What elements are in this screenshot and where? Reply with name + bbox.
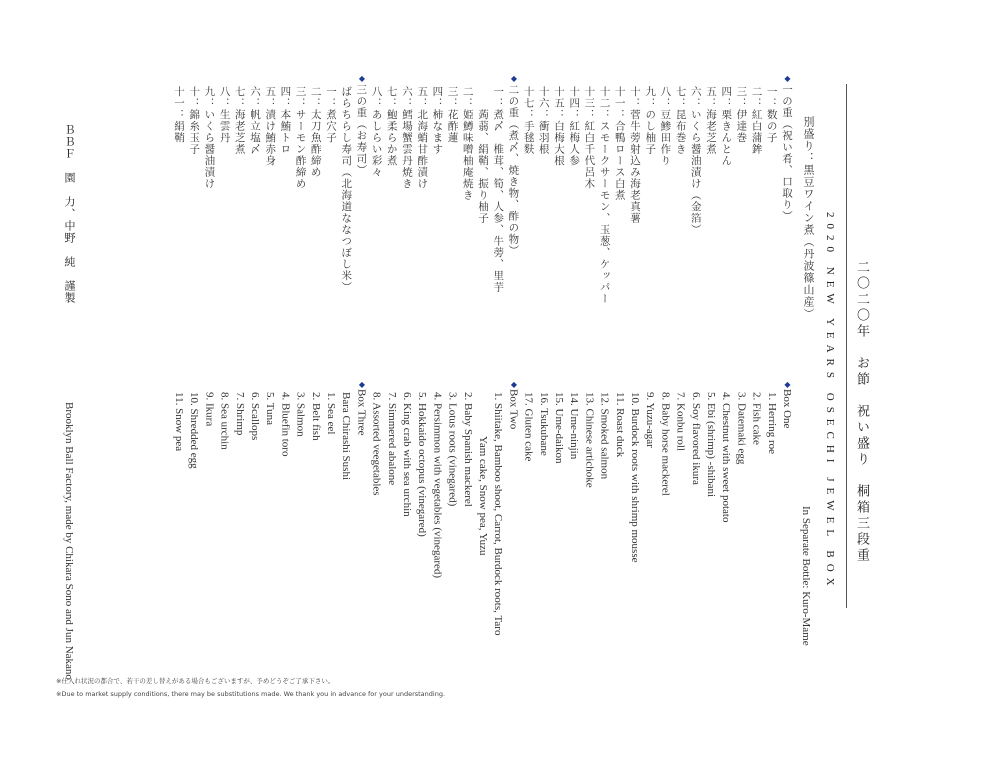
list-item: 一：煮〆 椎茸、筍、人参、牛蒡、里芋 (492, 86, 505, 293)
list-item: 六：鱈場蟹雲丹焼き (401, 86, 413, 190)
list-item: 11. Roast duck (613, 392, 626, 458)
list-item: 1. Shiitake, Bamboo shoot, Carrot, Burdock roots, Taro (492, 392, 505, 636)
diamond-icon: ◆ (357, 74, 367, 84)
list-item: 12. Smoked salmon (598, 392, 611, 480)
list-item: 十六：衝羽根 (537, 86, 550, 155)
notice-en: ※Due to market supply conditions, there may be substitutions made. We thank you in advance for your understanding. (56, 690, 446, 698)
list-item: 十三：紅白千代呂木 (583, 86, 596, 190)
box-two-heading-jp (506, 74, 520, 257)
list-item: 9. Ikura (203, 392, 216, 427)
heading-text: 一の重（祝い肴、口取り） (781, 84, 793, 222)
separate-item-en: In Separate Bottle: Kuro-Mame (800, 506, 812, 646)
list-item: 八：あしらい彩々 (370, 86, 383, 178)
maker-credit-jp: ＢＢＦ 園 力、中野 純 謹製 (63, 124, 76, 304)
list-item: 十四：紅梅人参 (568, 86, 581, 167)
list-item: 2. Belt fish (309, 392, 322, 441)
box-two-heading-en (506, 380, 520, 429)
list-item: 五：北海蛸甘酢漬け (416, 86, 429, 190)
page-title-jp: 二〇二〇年 お節 祝い盛り 桐箱三段重 (854, 260, 869, 564)
list-item: 六：帆立塩〆 (249, 86, 261, 155)
list-item: 4. Chestnut with sweet potato (720, 392, 733, 523)
list-item: 5. Ebi (shrimp) -shibani (705, 392, 717, 498)
list-item: 六：いくら醤油漬け（金箔） (689, 86, 702, 236)
list-item: 四：栗きんとん (720, 86, 733, 167)
list-item: 11. Snow pea (173, 392, 185, 452)
list-item: 三：伊達巻 (735, 86, 748, 144)
heading-text: Box One (781, 389, 793, 429)
list-item: 5. Hokkaido octopus (vinegared) (416, 392, 429, 537)
list-item: 四：柿なます (431, 86, 444, 155)
list-item: 16. Tsukubane (537, 392, 550, 456)
list-item: 八：生雲丹 (218, 86, 231, 144)
diamond-icon: ◆ (783, 74, 792, 84)
list-item: 6. King crab with sea urchin (401, 392, 413, 517)
box-three-heading-en (354, 380, 368, 436)
list-item: 五：海老芝煮 (705, 86, 717, 155)
list-item: 十二：スモークサーモン、玉葱、ケッパー (598, 86, 611, 305)
sushi-title-jp: ばらちらし寿司（北海道ななつぼし米） (340, 86, 353, 293)
list-item: 十：菅牛蒡射込み海老真薯 (629, 86, 641, 224)
heading-text: 二の重（煮〆、焼き物、酢の物） (507, 84, 520, 257)
list-item: 4. Persimmon with vegetables (vinegared) (431, 392, 444, 579)
list-item: 十七：手毬麩 (522, 86, 535, 155)
divider-line (846, 84, 847, 608)
list-item: 6. Scallops (249, 392, 261, 441)
list-item: 8. Assorted veegetables (370, 392, 383, 496)
list-item: 十一：絹鞘 (173, 86, 185, 144)
list-item: 二：紅白蒲鉾 (750, 86, 763, 155)
sushi-title-en: Bara Chirashi Sushi (340, 392, 353, 480)
list-item: 十五：白梅大根 (553, 86, 565, 167)
heading-text: Box Two (507, 389, 520, 430)
list-item: 2. Baby Spanish mackerel (461, 392, 474, 507)
list-item: 三：サーモン酢締め (294, 86, 307, 190)
list-item: 蒟蒻、絹鞘、振り柚子 (477, 86, 489, 224)
list-item: 一：煮穴子 (325, 86, 337, 144)
list-item: 9. Yuzu-agar (644, 392, 657, 448)
list-item: 十：錦糸玉子 (188, 86, 201, 155)
list-item: 2. Fish cake (750, 392, 763, 445)
list-item: 1. Herring roe (765, 392, 778, 455)
page-title-en: 2020 NEW YEARS OSECHI JEWEL BOX (824, 212, 836, 592)
list-item: 7. Konbu roll (674, 392, 687, 451)
diamond-icon: ◆ (357, 380, 367, 389)
list-item: 八：豆鯵田作り (659, 86, 672, 167)
list-item: 15. Ume-daikon (553, 392, 565, 464)
list-item: 十一：合鴨ロース白煮 (613, 86, 626, 201)
list-item: 13. Chinese artichoke (583, 392, 596, 488)
heading-text: Box Three (355, 389, 368, 436)
list-item: 1. Sea eel (325, 392, 337, 435)
list-item: 8. Baby horse mackerel (659, 392, 672, 496)
list-item: 七：海老芝煮 (233, 86, 246, 155)
list-item: 17. Gluten cake (522, 392, 535, 462)
list-item: 二：太刀魚酢締め (309, 86, 322, 178)
list-item: 10. Shredded egg (188, 392, 201, 469)
diamond-icon: ◆ (509, 380, 519, 389)
box-one-heading-en (780, 380, 794, 428)
list-item: 3. Datemaki egg (735, 392, 748, 465)
list-item: 二：姫鱒味噌柚庵焼き (461, 86, 474, 201)
box-three-heading-jp (354, 74, 368, 176)
list-item: 3. Salmon (294, 392, 307, 437)
list-item: 6. Soy flavored ikura (689, 392, 702, 485)
list-item: 3. Lotus roots (vinegared) (446, 392, 459, 507)
list-item: 7. Shrimp (233, 392, 246, 436)
list-item: 四：本鮪トロ (279, 86, 292, 155)
notice-jp: ※仕入れ状況の都合で、若干の差し替えがある場合もございますが、予めどうぞご了承下さい。 (56, 677, 335, 685)
list-item: 7. Simmered abalone (385, 392, 398, 486)
list-item: 14. Ume-ninjin (568, 392, 581, 460)
list-item: 三：花酢蓮 (446, 86, 459, 144)
list-item: 九：いくら醤油漬け (203, 86, 216, 190)
heading-text: 三の重（お寿司） (355, 84, 368, 176)
box-one-heading-jp (780, 74, 794, 222)
list-item: 七：昆布巻き (674, 86, 687, 155)
diamond-icon: ◆ (783, 380, 792, 389)
diamond-icon: ◆ (509, 74, 519, 84)
separate-item-jp: 別盛り：黒豆ワイン煮（丹波篠山産） (802, 116, 815, 320)
list-item: 九：のし柚子 (644, 86, 657, 155)
list-item: 8. Sea urchin (218, 392, 231, 450)
list-item: 5. Tuna (264, 392, 277, 426)
list-item: 10. Burdock roots with shrimp mousse (629, 392, 641, 563)
list-item: 4. Bluefin toro (279, 392, 292, 457)
list-item: 一：数の子 (765, 86, 778, 144)
list-item: Yam cake, Snow pea, Yuzu (477, 436, 489, 556)
list-item: 五：漬け鮪赤身 (264, 86, 277, 167)
list-item: 七：鮑柔らか煮 (385, 86, 398, 167)
maker-credit-en: Brooklyn Ball Factory, made by Chikara Sono and Jun Nakano (63, 402, 75, 680)
